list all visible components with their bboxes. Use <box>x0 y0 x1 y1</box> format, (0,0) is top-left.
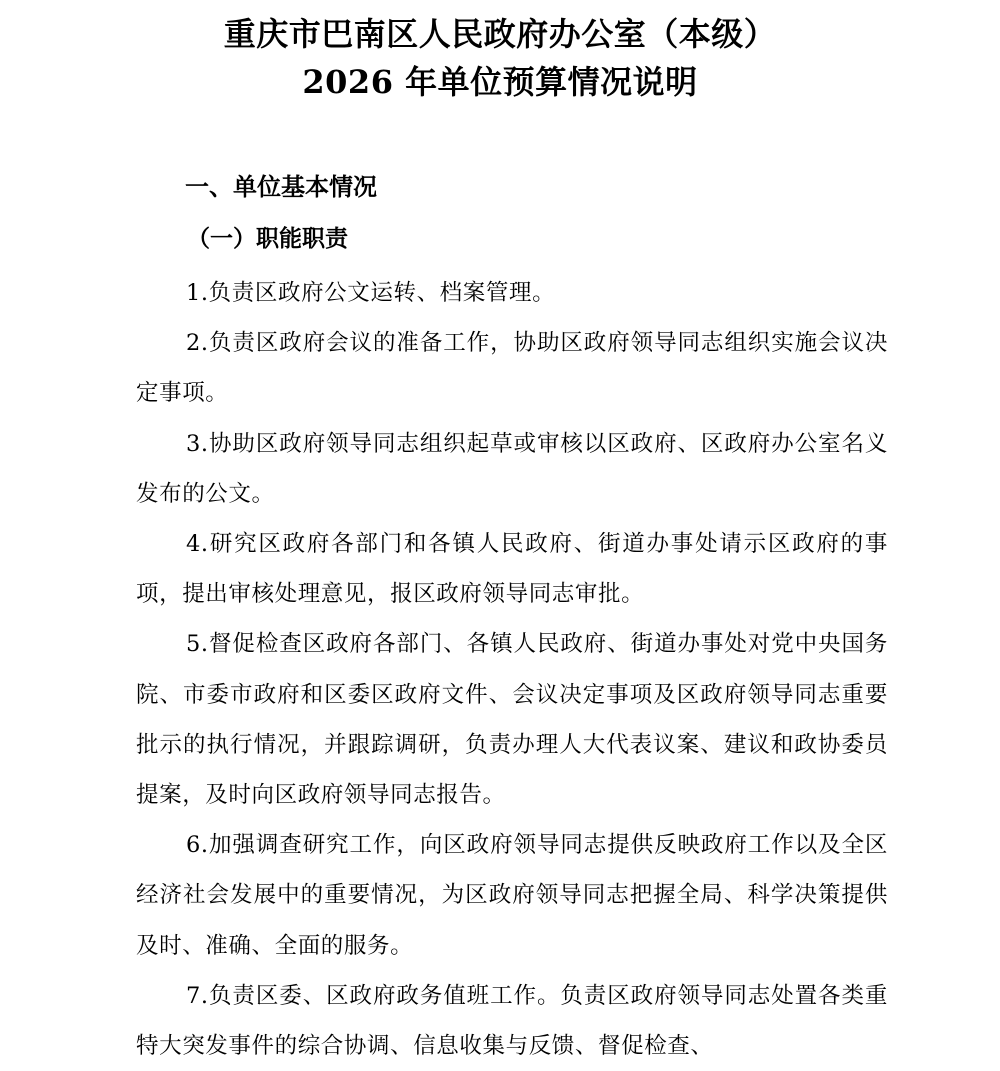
duty-item-7: 7.负责区委、区政府政务值班工作。负责区政府领导同志处置各类重特大突发事件的综合协调、信息收集与反馈、督促检查、 <box>136 982 888 1060</box>
section-heading-basic-info: 一、单位基本情况 <box>185 173 377 201</box>
duty-item-5: 5.督促检查区政府各部门、各镇人民政府、街道办事处对党中央国务院、市委市政府和区委区政府文件、会议决定事项及区政府领导同志重要批示的执行情况，并跟踪调研，负责办理人大代表议案、建议和政协委员提案，及时向区政府领导同志报告。 <box>136 631 888 809</box>
document-title-line1: 重庆市巴南区人民政府办公室（本级） <box>223 15 777 53</box>
subsection-heading-duties: （一）职能职责 <box>187 225 348 252</box>
duty-item-2: 2.负责区政府会议的准备工作，协助区政府领导同志组织实施会议决定事项。 <box>136 330 888 407</box>
duty-item-3: 3.协助区政府领导同志组织起草或审核以区政府、区政府办公室名义发布的公文。 <box>136 430 888 507</box>
document-title-line2: 2026 年单位预算情况说明 <box>302 63 698 101</box>
duty-item-6: 6.加强调查研究工作，向区政府领导同志提供反映政府工作以及全区经济社会发展中的重要情况，为区政府领导同志把握全局、科学决策提供及时、准确、全面的服务。 <box>136 832 888 959</box>
duty-item-4: 4.研究区政府各部门和各镇人民政府、街道办事处请示区政府的事项，提出审核处理意见，报区政府领导同志审批。 <box>136 531 888 608</box>
duty-item-1: 1.负责区政府公文运转、档案管理。 <box>186 280 556 306</box>
duties-list <box>136 268 888 1071</box>
